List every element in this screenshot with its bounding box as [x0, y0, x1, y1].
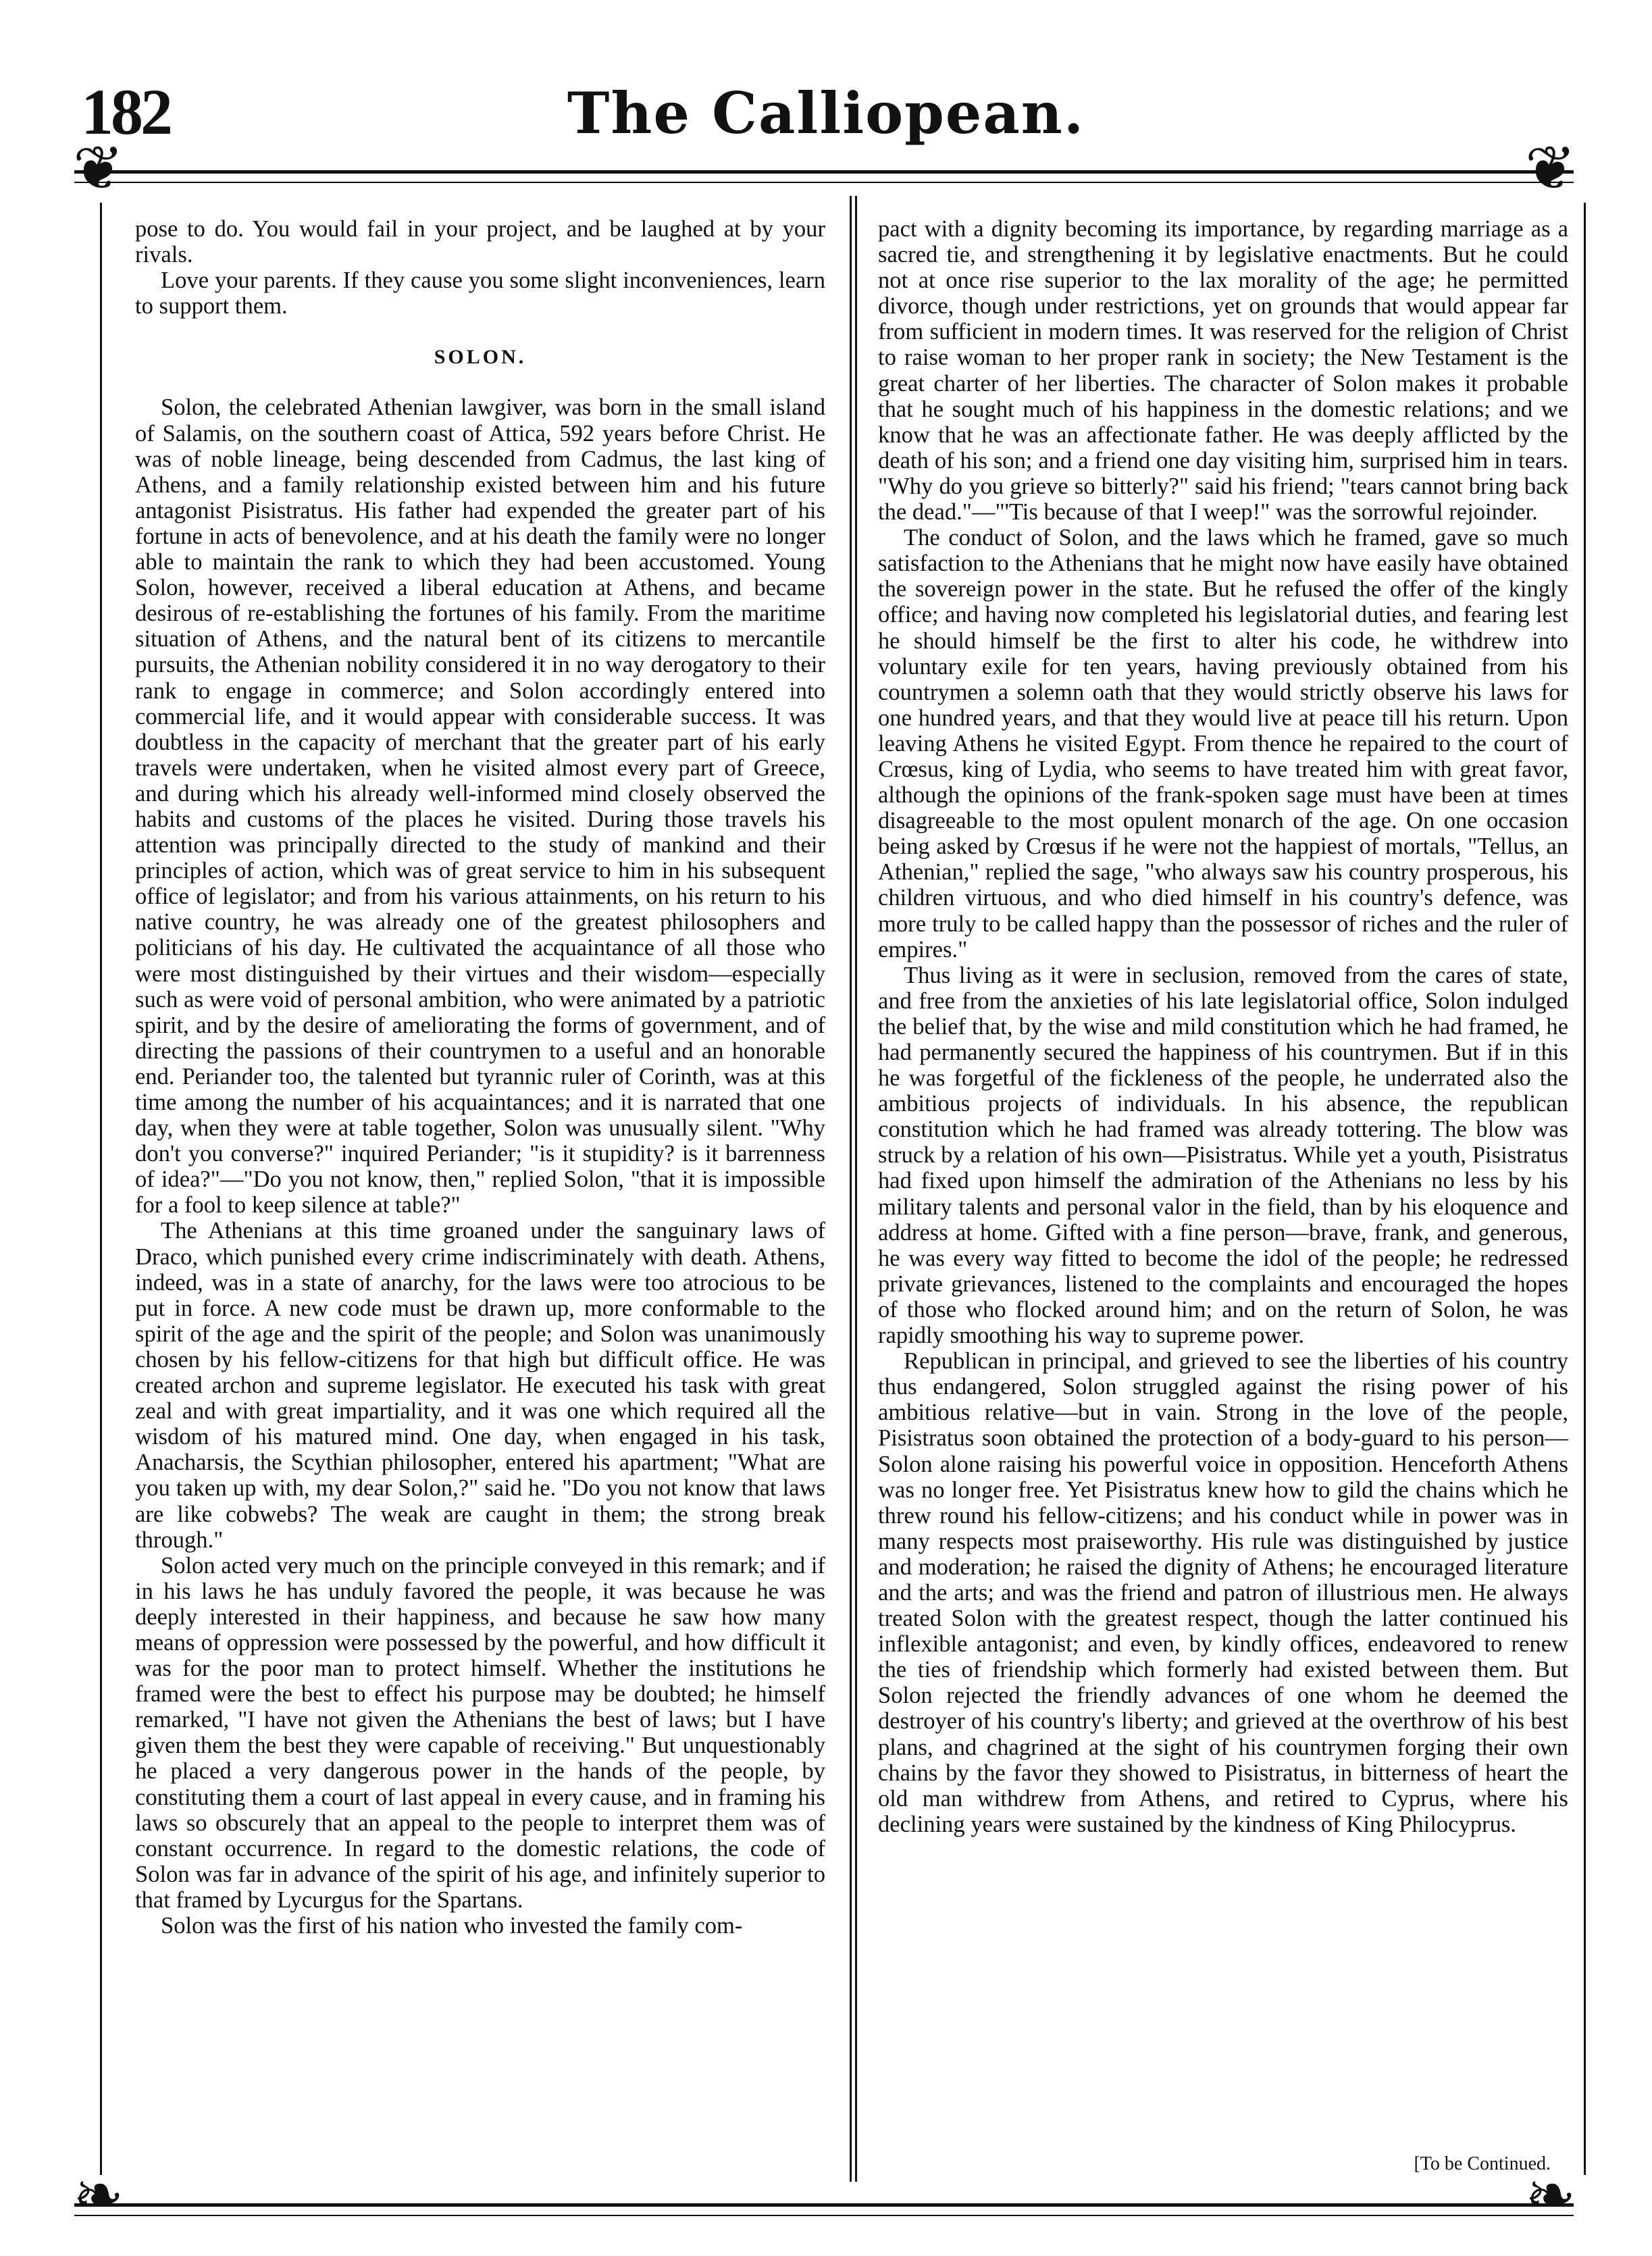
article-paragraph: Republican in principal, and grieved to see the liberties of his country thus endangered, Solon struggled against the rising power of his ambitious relative—but in vain. Strong in the love of the people, Pisistratus soon obtained the protection of a body-guard to his person—Solon alone raising his powerful voice in opposition. Henceforth Athens was no longer free. Yet Pisistratus knew how to gild the chains which he threw round his fellow-citizens; and his conduct while in power was in many respects most praiseworthy. His rule was distinguished by justice and moderation; he raised the dignity of Athens; he encouraged literature and the arts; and was the friend and patron of illustrious men. He always treated Solon with the greatest respect, though the latter continued his inflexible antagonist; and even, by kindly offices, endeavored to renew the ties of friendship which formerly had existed between them. But Solon rejected the friendly advances of one whom he deemed the destroyer of his country's liberty; and grieved at the overthrow of his best plans, and chagrined at the sight of his countrymen forging their own chains by the favor they showed to Pisistratus, in bitterness of heart the old man withdrew from Athens, and retired to Cyprus, where his declining years were sustained by the kindness of King Philocyprus. — [878, 1348, 1568, 1837]
top-left-ornament-icon: ❦ — [73, 133, 124, 204]
page-number: 182 — [81, 76, 170, 148]
article-paragraph: Thus living as it were in seclusion, removed from the cares of state, and free from the anxieties of his late legislatorial office, Solon indulged the belief that, by the wise and mild constitution which he had framed, he had permanently secured the happiness of his countrymen. But if in this he was forgetful of the fickleness of the people, he underrated also the ambitious projects of individuals. In his absence, the republican constitution which he had framed was already tottering. The blow was struck by a relation of his own—Pisistratus. While yet a youth, Pisistratus had fixed upon himself the admiration of the Athenians no less by his military talents and personal valor in the field, than by his eloquence and address at home. Gifted with a fine person—brave, frank, and generous, he was every way fitted to become the idol of the people; he redressed private grievances, listened to the complaints and encouraged the hopes of those who flocked around him; and on the return of Solon, he was rapidly smoothing his way to supreme power. — [878, 962, 1568, 1349]
article-paragraph: Solon was the first of his nation who invested the family com- — [161, 1913, 743, 1939]
bottom-left-ornament-icon: ❧ — [73, 2159, 124, 2230]
top-rule — [74, 170, 1574, 183]
article-paragraph: Solon acted very much on the principle conveyed in this remark; and if in his laws he has unduly favored the people, it was because he was deeply interested in their happiness, and because he saw how many means of oppression were possessed by the powerful, and how difficult it was for the poor man to protect himself. Whether the institutions he framed were the best to effect his purpose may be doubted; he himself remarked, "I have not given the Athenians the best of laws; but I have given them the best they were capable of receiving." But unquestionably he placed a very dangerous power in the hands of the people, by constituting them a court of last appeal in every cause, and in framing his laws so obscurely that an appeal to the people to interpret them was of constant occurrence. In regard to the domestic relations, the code of Solon was far in advance of the spirit of his age, and infinitely superior to that framed by Lycurgus for the Spartans. — [135, 1552, 825, 1913]
to-be-continued-note: [To be Continued. — [1414, 2153, 1551, 2174]
left-border-line — [100, 203, 102, 2175]
intro-paragraph: pose to do. You would fail in your project, and be laughed at by your rivals. — [135, 216, 825, 268]
article-paragraph: The Athenians at this time groaned under the sanguinary laws of Draco, which punished every crime indiscriminately with death. Athens, indeed, was in a state of anarchy, for the laws were too atrocious to be put in force. A new code must be drawn up, more conformable to the spirit of the age and the spirit of the people; and Solon was unanimously chosen by his fellow-citizens for that high but difficult office. He was created archon and supreme legislator. He executed his task with great zeal and with great impartiality, and it was one which required all the wisdom of his matured mind. One day, when engaged in his task, Anacharsis, the Scythian philosopher, entered his apartment; "What are you taken up with, my dear Solon,?" said he. "Do you not know that laws are like cobwebs? The weak are caught in them; the strong break through." — [135, 1218, 825, 1553]
intro-paragraph: Love your parents. If they cause you some slight inconveniences, learn to support them. — [135, 267, 825, 319]
bottom-rule — [74, 2203, 1574, 2216]
right-border-line — [1584, 203, 1586, 2175]
bottom-right-ornament-icon: ❧ — [1525, 2159, 1576, 2230]
left-column — [135, 216, 825, 1939]
top-right-ornament-icon: ❦ — [1525, 133, 1576, 204]
masthead-title: The Calliopean. — [567, 80, 1085, 147]
article-title: SOLON. — [434, 346, 527, 369]
column-divider-line — [855, 196, 857, 2182]
article-paragraph: The conduct of Solon, and the laws which he framed, gave so much satisfaction to the Athenians that he might now have easily have obtained the sovereign power in the state. But he refused the offer of the kingly office; and having now completed his legislatorial duties, and fearing lest he should himself be the first to alter his code, he withdrew into voluntary exile for ten years, having previously obtained from his countrymen a solemn oath that they would strictly observe his laws for one hundred years, and that they would live at peace till his return. Upon leaving Athens he visited Egypt. From thence he repaired to the court of Crœsus, king of Lydia, who seems to have treated him with great favor, although the opinions of the frank-spoken sage must have been at times disagreeable to the most opulent monarch of the age. On one occasion being asked by Crœsus if he were not the happiest of mortals, "Tellus, an Athenian," replied the sage, "who always saw his country prosperous, his children virtuous, and who died himself in his country's defence, was more truly to be called happy than the possessor of riches and the ruler of empires." — [878, 525, 1568, 963]
article-paragraph: pact with a dignity becoming its importance, by regarding marriage as a sacred tie, and strengthening it by legislative enactments. But he could not at once rise superior to the lax morality of the age; he permitted divorce, though under restrictions, yet on grounds that would appear far from sufficient in modern times. It was reserved for the religion of Christ to raise woman to her proper rank in society; the New Testament is the great charter of her liberties. The character of Solon makes it probable that he sought much of his happiness in the domestic relations; and we know that he was an affectionate father. He was deeply afflicted by the death of his son; and a friend one day visiting him, surprised him in tears. "Why do you grieve so bitterly?" said his friend; "tears cannot bring back the dead."—"'Tis because of that I weep!" was the sorrowful rejoinder. — [878, 216, 1568, 525]
article-paragraph: Solon, the celebrated Athenian lawgiver, was born in the small island of Salamis, on the southern coast of Attica, 592 years before Christ. He was of noble lineage, being descended from Cadmus, the last king of Athens, and a family relationship existed between him and his future antagonist Pisistratus. His father had expended the greater part of his fortune in acts of benevolence, and at his death the family were no longer able to maintain the rank to which they had been accustomed. Young Solon, however, received a liberal education at Athens, and became desirous of re-establishing the fortunes of his family. From the maritime situation of Athens, and the natural bent of its citizens to mercantile pursuits, the Athenian nobility considered it in no way derogatory to their rank to engage in commerce; and Solon accordingly entered into commercial life, and it would appear with considerable success. It was doubtless in the capacity of merchant that the greater part of his early travels were undertaken, when he visited almost every part of Greece, and during which his already well-informed mind closely observed the habits and customs of the places he visited. During those travels his attention was principally directed to the study of mankind and their principles of action, which was of great service to him in his subsequent office of legislator; and from his various attainments, on his return to his native country, he was already one of the greatest philosophers and politicians of his day. He cultivated the acquaintance of all those who were most distinguished by their virtues and their wisdom—especially such as were void of personal ambition, who were animated by a patriotic spirit, and by the desire of ameliorating the forms of government, and of directing the passions of their countrymen to a useful and an honorable end. Periander too, the talented but tyrannic ruler of Corinth, was at this time among the number of his acquaintances; and it is narrated that one day, when they were at table together, Solon was unusually silent. "Why don't you converse?" inquired Periander; "is it stupidity? is it barrenness of idea?"—"Do you not know, then," replied Solon, "that it is impossible for a fool to keep silence at table?" — [135, 394, 825, 1219]
column-divider-line — [850, 196, 852, 2182]
right-column — [878, 216, 1568, 1837]
